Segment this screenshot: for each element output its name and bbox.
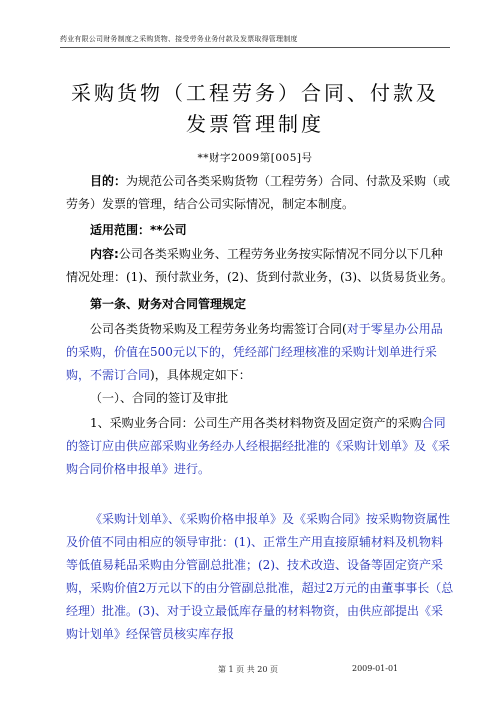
scope-label: 适用范围： (90, 223, 151, 237)
purpose-text: 为规范公司各类采购货物（工程劳务）合同、付款及采购（或劳务）发票的管理，结合公司实际情况，制定本制度。 (66, 174, 451, 211)
purpose-label: 目的： (90, 174, 127, 188)
document-number: **财字2009第[005]号 (197, 152, 313, 164)
scope-value: **公司 (150, 223, 187, 237)
article-1-heading: 第一条、财务对合同管理规定 (90, 297, 247, 311)
article-1-intro-highlight: 对于零星办公用品的采购，价值在500元以下的，凭经部门经理核准的采购计划单进行采购，不需订合同 (66, 322, 443, 382)
section-1-heading: （一）、合同的签订及审批 (90, 391, 229, 405)
content-text: 公司各类采购业务、工程劳务业务按实际情况不同分以下几种情况处理：(1)、预付款业务，(2)、货到付款业务，(3)、以货易货业务。 (66, 247, 453, 284)
article-1-intro (66, 318, 454, 387)
approval-paragraph: 《采购计划单》、《采购价格申报单》及《采购合同》按采购物资属性及价值不同由相应的领导审批：(1)、正常生产用直接原辅材料及机物料等低值易耗品采购由分管副总批准；(2)、技术改造、设备等固定资产采购，采购价值2万元以下的由分管副总批准，超过2万元的由董事事长（总经理）批准。(3)、对于设立最低库存量的材料物资，由供应部提出《采购计划单》经保管员核实库存报 (66, 512, 454, 641)
document-title-line-2: 发票管理制度 (186, 112, 324, 136)
article-1-intro-b: )，具体规定如下： (150, 368, 251, 382)
item-1-paragraph (66, 412, 454, 481)
item-1-text: 1、采购业务合同：公司生产用各类材料物资及固定资产的采购 (90, 416, 422, 430)
item-1-highlight: 合同的签订应由供应部采购业务经办人经根据经批准的《采购计划单》及《采购合同价格申报单》进行。 (66, 416, 451, 476)
page-number: 第 1 页 共 20 页 (218, 665, 278, 674)
scope-paragraph (66, 219, 454, 242)
document-title-line-1: 采购货物（工程劳务）合同、付款及 (71, 81, 439, 105)
content-paragraph (66, 243, 454, 289)
purpose-paragraph (66, 170, 454, 216)
footer-date: 2009-01-01 (352, 664, 399, 673)
article-1-intro-a: 公司各类货物采购及工程劳务业务均需签订合同( (90, 322, 347, 336)
running-header: 药业有限公司财务制度之采购货物、接受劳务业务付款及发票取得管理制度 (60, 34, 450, 48)
content-label: 内容: (90, 247, 119, 261)
